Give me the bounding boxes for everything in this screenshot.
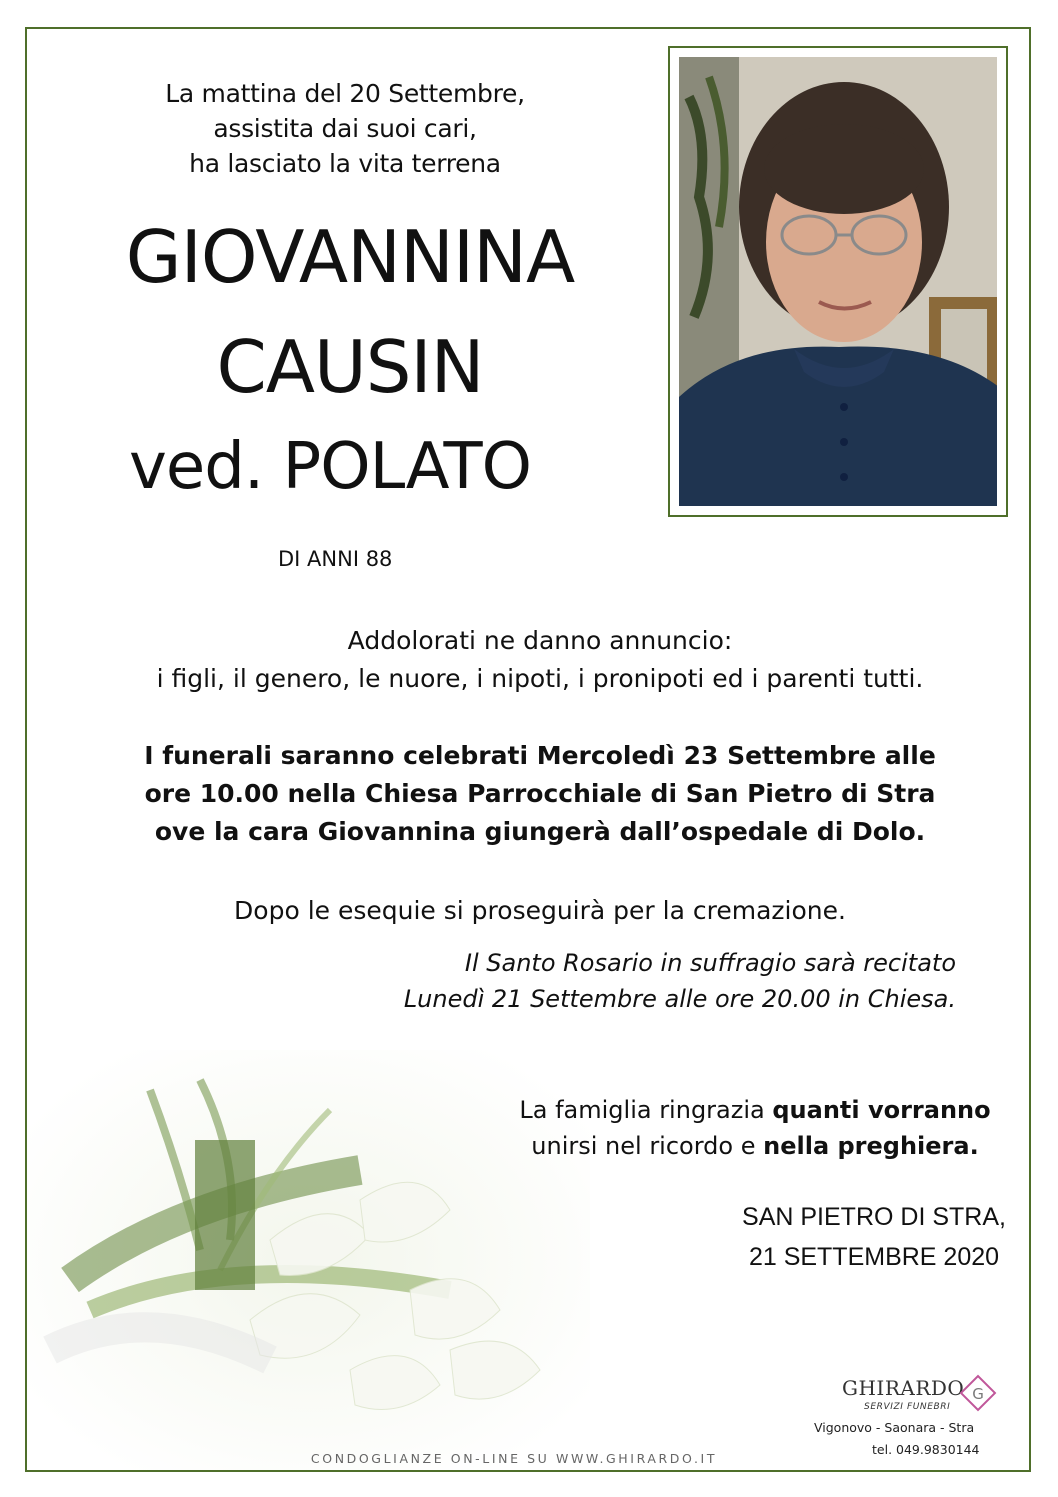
portrait-photo: [679, 57, 997, 506]
rosary-line: Lunedì 21 Settembre alle ore 20.00 in Chiesa.: [403, 985, 956, 1013]
logo-locations: Vigonovo - Saonara - Stra: [814, 1420, 975, 1435]
announcement-line: i figli, il genero, le nuore, i nipoti, i pronipoti ed i parenti tutti.: [156, 664, 924, 693]
funeral-details: [100, 737, 980, 851]
announcement-line: Addolorati ne danno annuncio:: [347, 626, 733, 655]
thanks-text: unirsi nel ricordo e: [531, 1132, 764, 1160]
intro-text: [100, 76, 590, 181]
date-label: 21 SETTEMBRE 2020: [748, 1243, 1000, 1271]
thanks-bold-text: nella preghiera.: [763, 1132, 979, 1160]
cremation-note: Dopo le esequie si proseguirà per la cremazione.: [234, 896, 846, 925]
thanks-bold-text: quanti vorranno: [772, 1096, 991, 1124]
diamond-g-logo-icon: [958, 1373, 998, 1413]
footer-condolences: CONDOGLIANZE ON-LINE SU WWW.GHIRARDO.IT: [310, 1451, 718, 1466]
age-label: DI ANNI 88: [278, 547, 393, 571]
thanks-line-1: [470, 1092, 1040, 1128]
thanks-note: [470, 1092, 1040, 1164]
married-name: ved. POLATO: [129, 430, 531, 504]
intro-line: La mattina del 20 Settembre,: [165, 79, 525, 108]
announcement: [100, 622, 980, 698]
place-and-date: [700, 1197, 1048, 1277]
intro-line: ha lasciato la vita terrena: [189, 149, 501, 178]
logo-phone: tel. 049.9830144: [872, 1442, 980, 1457]
funeral-line: ore 10.00 nella Chiesa Parrocchiale di San Pietro di Stra: [144, 779, 936, 808]
portrait-frame: [668, 46, 1008, 517]
funeral-line: ove la cara Giovannina giungerà dall’ospedale di Dolo.: [154, 817, 926, 846]
first-name: GIOVANNINA: [125, 215, 575, 299]
thanks-line-2: [470, 1128, 1040, 1164]
logo-badge-letter: G: [972, 1385, 984, 1403]
rosary-line: Il Santo Rosario in suffragio sarà recitato: [464, 949, 956, 977]
portrait-illustration: [679, 57, 997, 506]
place-label: SAN PIETRO DI STRA,: [742, 1203, 1006, 1231]
logo-name: GHIRARDO: [842, 1376, 965, 1400]
rosary-note: [404, 945, 956, 1017]
last-name: CAUSIN: [216, 325, 484, 409]
funeral-line: I funerali saranno celebrati Mercoledì 23 Settembre alle: [144, 741, 936, 770]
intro-line: assistita dai suoi cari,: [213, 114, 477, 143]
thanks-text: La famiglia ringrazia: [519, 1096, 773, 1124]
logo-subtitle: SERVIZI FUNEBRI: [864, 1402, 951, 1412]
